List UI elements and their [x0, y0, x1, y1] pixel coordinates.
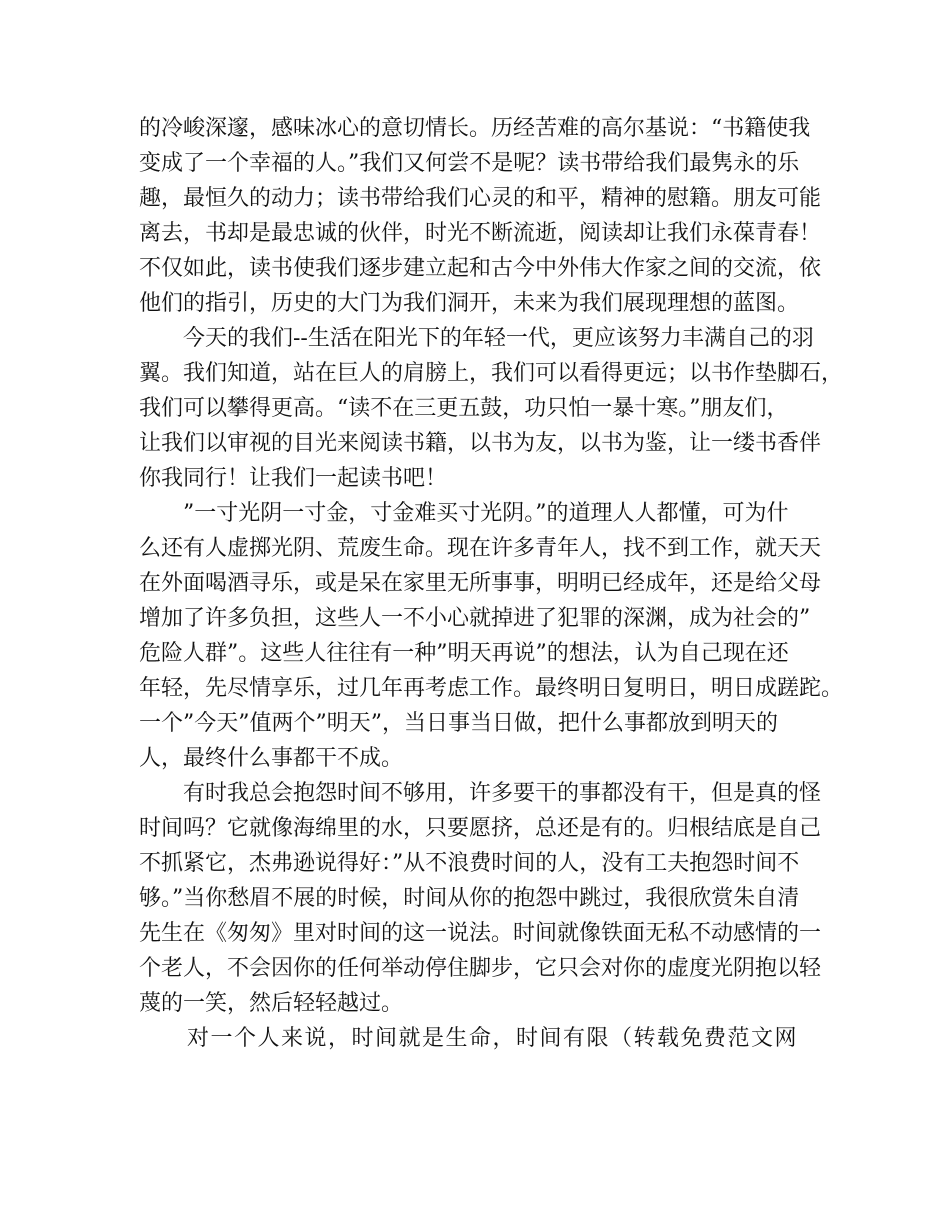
paragraph-start-line: ”一寸光阴一寸金，寸金难买寸光阴。”的道理人人都懂，可为什 — [183, 501, 789, 526]
text-line: 增加了许多负担，这些人一不小心就掉进了犯罪的深渊，成为社会的” — [139, 606, 811, 631]
text-line: 的冷峻深邃，感味冰心的意切情长。历经苦难的高尔基说：“书籍使我 — [139, 116, 811, 141]
text-line: 危险人群”。这些人往往有一种”明天再说”的想法，认为自己现在还 — [139, 641, 789, 666]
text-line: 先生在《匆匆》里对时间的这一说法。时间就像铁面无私不动感情的一 — [139, 921, 822, 946]
text-line: 他们的指引，历史的大门为我们洞开，未来为我们展现理想的蓝图。 — [139, 291, 800, 316]
text-line: 在外面喝酒寻乐，或是呆在家里无所事事，明明已经成年，还是给父母 — [139, 571, 822, 596]
text-line: 时间吗？它就像海绵里的水，只要愿挤，总还是有的。归根结底是自己 — [139, 816, 822, 841]
paragraph-start-line: 对一个人来说，时间就是生命，时间有限（转载免费范文网 — [187, 1026, 799, 1051]
document-body — [139, 111, 844, 1056]
text-line: 不抓紧它，杰弗逊说得好：”从不浪费时间的人，没有工夫抱怨时间不 — [139, 851, 800, 876]
text-line: 趣，最恒久的动力；读书带给我们心灵的和平，精神的慰籍。朋友可能 — [139, 186, 822, 211]
text-line: 够。”当你愁眉不展的时候，时间从你的抱怨中跳过，我很欣赏朱自清 — [139, 886, 800, 911]
text-line: 离去，书却是最忠诚的伙伴，时光不断流逝，阅读却让我们永葆青春！ — [139, 221, 822, 246]
text-line: 变成了一个幸福的人。”我们又何尝不是呢？读书带给我们最隽永的乐 — [139, 151, 800, 176]
text-line: 我们可以攀得更高。“读不在三更五鼓，功只怕一暴十寒。”朋友们， — [139, 396, 789, 421]
text-line: 蔑的一笑，然后轻轻越过。 — [139, 991, 404, 1016]
text-line: 年轻，先尽情享乐，过几年再考虑工作。最终明日复明日，明日成蹉跎。 — [139, 676, 844, 701]
text-line: 让我们以审视的目光来阅读书籍，以书为友，以书为鉴，让一缕书香伴 — [139, 431, 822, 456]
text-line: 你我同行！让我们一起读书吧！ — [139, 466, 448, 491]
paragraph-start-line: 有时我总会抱怨时间不够用，许多要干的事都没有干，但是真的怪 — [183, 781, 822, 806]
text-line: 不仅如此，读书使我们逐步建立起和古今中外伟大作家之间的交流，依 — [139, 256, 822, 281]
text-line: 人，最终什么事都干不成。 — [139, 746, 404, 771]
text-line: 个老人，不会因你的任何举动停住脚步，它只会对你的虚度光阴抱以轻 — [139, 956, 822, 981]
text-line: 一个”今天”值两个”明天”，当日事当日做，把什么事都放到明天的 — [139, 711, 778, 736]
text-line: 翼。我们知道，站在巨人的肩膀上，我们可以看得更远；以书作垫脚石， — [139, 361, 844, 386]
paragraph-start-line: 今天的我们--生活在阳光下的年轻一代，更应该努力丰满自己的羽 — [183, 326, 814, 351]
text-line: 么还有人虚掷光阴、荒废生命。现在许多青年人，找不到工作，就天天 — [139, 536, 822, 561]
